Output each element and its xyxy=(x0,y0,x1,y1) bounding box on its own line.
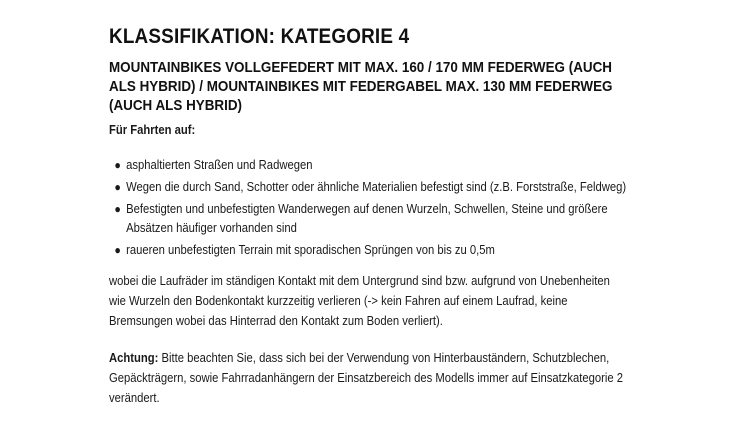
notice-text: Bitte beachten Sie, dass sich bei der Verwendung von Hinterbauständern, Schutzblechen, Gepäckträgern, sowie Fahrradanhängern der Einsatzbereich des Modells immer auf Einsatzkategorie 2 verändert. xyxy=(109,351,624,405)
usage-list xyxy=(109,156,630,260)
bullet-icon: ● xyxy=(114,243,121,257)
list-item xyxy=(114,241,630,260)
bullet-icon: ● xyxy=(114,202,121,216)
list-item xyxy=(114,178,630,197)
bullet-icon: ● xyxy=(114,180,121,194)
list-item-text: raueren unbefestigten Terrain mit sporadischen Sprüngen von bis zu 0,5m xyxy=(126,243,495,257)
contact-paragraph: wobei die Laufräder im ständigen Kontakt mit dem Untergrund sind bzw. aufgrund von Unebenheiten wie Wurzeln den Bodenkontakt kurzzeitig verlieren (-> kein Fahren auf einem Laufrad, keine Bremsungen wobei das Hinterrad den Kontakt zum Boden verliert). xyxy=(109,274,610,328)
notice-label: Achtung: xyxy=(109,351,159,365)
bullet-icon: ● xyxy=(114,158,121,172)
category-subtitle: MOUNTAINBIKES VOLLGEFEDERT MIT MAX. 160 / 170 MM FEDERWEG (AUCH ALS HYBRID) / MOUNTAINBIKES MIT FEDERGABEL MAX. 130 MM FEDERWEG (AUCH ALS HYBRID) xyxy=(109,59,613,114)
classification-section xyxy=(109,24,629,408)
list-item-text: Wegen die durch Sand, Schotter oder ähnliche Materialien befestigt sind (z.B. Forststraße, Feldweg) xyxy=(126,180,627,194)
usage-intro: Für Fahrten auf: xyxy=(109,123,196,137)
list-item xyxy=(114,156,630,175)
list-item-text: Befestigten und unbefestigten Wanderwegen auf denen Wurzeln, Schwellen, Steine und größere Absätzen häufiger vorhanden sind xyxy=(126,202,608,235)
list-item-text: asphaltierten Straßen und Radwegen xyxy=(126,158,313,172)
list-item xyxy=(114,200,630,238)
notice-paragraph xyxy=(109,348,627,408)
page-title: KLASSIFIKATION: KATEGORIE 4 xyxy=(109,25,410,48)
